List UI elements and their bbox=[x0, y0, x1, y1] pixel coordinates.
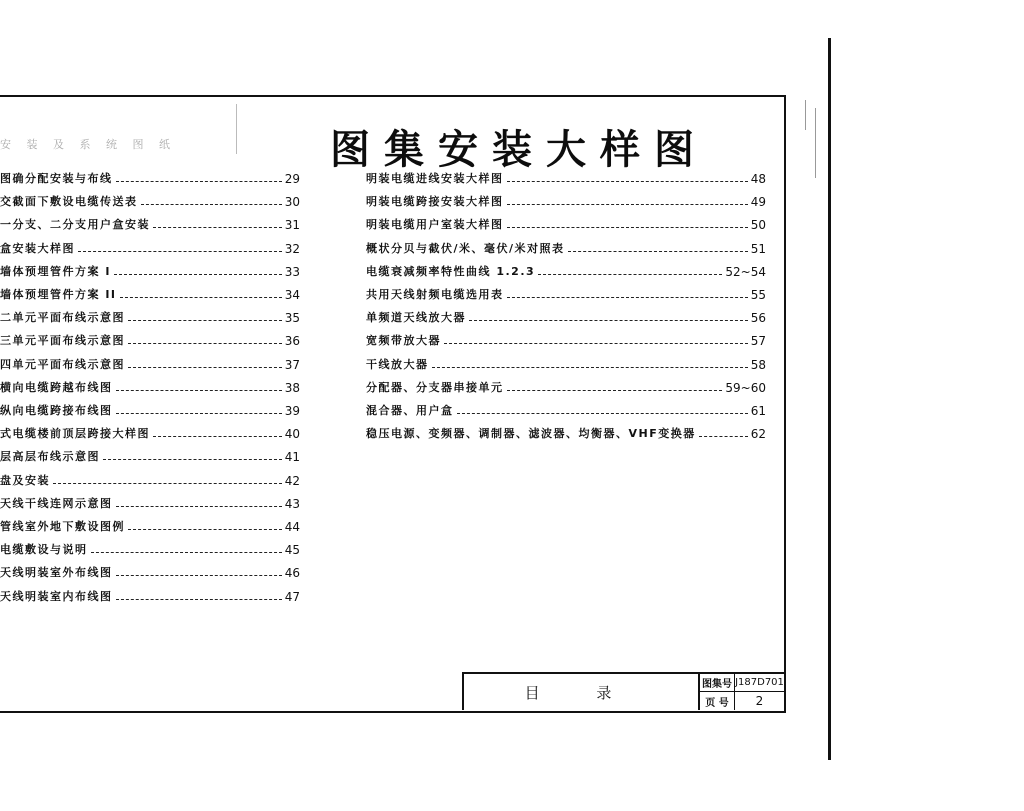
toc-page: 40 bbox=[284, 427, 300, 442]
toc-page: 39 bbox=[284, 404, 300, 418]
leader-line bbox=[444, 343, 748, 344]
toc-entry bbox=[366, 421, 766, 441]
leader-line bbox=[153, 227, 282, 228]
leader-line bbox=[78, 251, 282, 252]
toc-title: 层高层布线示意图 bbox=[0, 450, 100, 464]
toc-entry bbox=[366, 282, 766, 302]
toc-page: 31 bbox=[284, 218, 300, 233]
toc-entry bbox=[0, 328, 300, 348]
leader-line bbox=[116, 575, 282, 576]
leader-line bbox=[507, 297, 748, 298]
toc-page: 56 bbox=[750, 311, 766, 326]
frame-right-line bbox=[784, 95, 786, 713]
toc-title: 混合器、用户盒 bbox=[366, 404, 454, 417]
leader-line bbox=[153, 436, 282, 437]
toc-title: 图确分配安装与布线 bbox=[0, 172, 113, 185]
toc-title: 干线放大器 bbox=[366, 357, 429, 371]
toc-entry bbox=[0, 189, 300, 209]
leader-line bbox=[568, 251, 748, 252]
toc-entry bbox=[0, 212, 300, 232]
toc-page: 50 bbox=[750, 218, 766, 233]
toc-entry bbox=[366, 398, 766, 418]
toc-title: 盒安装大样图 bbox=[0, 241, 75, 255]
toc-title: 单频道天线放大器 bbox=[366, 311, 466, 325]
frame-top-line bbox=[0, 95, 786, 97]
toc-page: 49 bbox=[750, 195, 766, 210]
leader-line bbox=[114, 274, 282, 275]
toc-page: 59~60 bbox=[725, 380, 766, 395]
toc-title: 式电缆楼前顶层跨接大样图 bbox=[0, 427, 150, 441]
toc-title: 明装电缆跨接安装大样图 bbox=[366, 195, 504, 209]
toc-title: 稳压电源、变频器、调制器、滤波器、均衡器、VHF变换器 bbox=[366, 427, 696, 441]
toc-page: 38 bbox=[284, 380, 300, 395]
leader-line bbox=[116, 599, 282, 600]
toc-entry bbox=[0, 468, 300, 488]
frame-bottom-line bbox=[0, 711, 786, 713]
toc-title: 交截面下敷设电缆传送表 bbox=[0, 195, 138, 209]
toc-page: 34 bbox=[284, 288, 300, 302]
outer-border-line bbox=[828, 38, 831, 760]
leader-line bbox=[507, 204, 748, 205]
title-block-name: 目 录 bbox=[524, 683, 638, 702]
leader-line bbox=[116, 413, 282, 414]
toc-entry bbox=[366, 166, 766, 186]
leader-line bbox=[128, 367, 282, 368]
title-block bbox=[462, 672, 784, 710]
toc-title: 明装电缆进线安装大样图 bbox=[366, 172, 504, 185]
atlas-label: 图集号 bbox=[702, 679, 732, 690]
toc-entry bbox=[0, 584, 300, 604]
toc-entry bbox=[366, 328, 766, 348]
toc-entry bbox=[0, 560, 300, 580]
toc-page: 30 bbox=[284, 195, 300, 210]
toc-page: 42 bbox=[284, 473, 300, 488]
toc-entry bbox=[0, 421, 300, 441]
toc-entry bbox=[366, 212, 766, 232]
toc-title: 明装电缆用户室装大样图 bbox=[366, 218, 504, 232]
toc-page: 47 bbox=[284, 589, 300, 604]
leader-line bbox=[469, 320, 748, 321]
faint-header: 安 装 及 系 统 图 纸 bbox=[0, 138, 176, 151]
toc-page: 48 bbox=[750, 172, 766, 186]
toc-page: 57 bbox=[750, 334, 766, 349]
toc-entry bbox=[366, 259, 766, 279]
toc-page: 37 bbox=[284, 357, 300, 372]
toc-page: 44 bbox=[284, 520, 300, 534]
toc-entry bbox=[366, 305, 766, 325]
leader-line bbox=[507, 390, 723, 391]
toc-page: 33 bbox=[284, 264, 300, 279]
toc-title: 盘及安装 bbox=[0, 473, 50, 487]
toc-entry bbox=[366, 236, 766, 256]
leader-line bbox=[538, 274, 722, 275]
toc-entry bbox=[0, 491, 300, 511]
page-number: 2 bbox=[755, 694, 764, 708]
leader-line bbox=[91, 552, 282, 553]
toc-title: 墙体预埋管件方案 II bbox=[0, 288, 117, 301]
toc-title: 天线明装室内布线图 bbox=[0, 589, 113, 603]
toc-entry bbox=[0, 514, 300, 534]
toc-page: 36 bbox=[284, 334, 300, 349]
toc-page: 41 bbox=[284, 450, 300, 465]
sheet-heading: 图集安装大样图 bbox=[330, 126, 708, 173]
toc-title: 四单元平面布线示意图 bbox=[0, 357, 125, 371]
toc-title: 共用天线射频电缆选用表 bbox=[366, 288, 504, 301]
toc-title: 电缆衰减频率特性曲线 1.2.3 bbox=[366, 264, 536, 278]
toc-title: 横向电缆跨越布线图 bbox=[0, 380, 113, 394]
toc-page: 32 bbox=[284, 241, 300, 256]
leader-line bbox=[53, 483, 282, 484]
toc-entry bbox=[366, 189, 766, 209]
leader-line bbox=[128, 343, 282, 344]
toc-entry bbox=[0, 352, 300, 372]
toc-title: 二单元平面布线示意图 bbox=[0, 311, 125, 325]
toc-entry bbox=[0, 398, 300, 418]
toc-title: 天线干线连网示意图 bbox=[0, 496, 113, 510]
leader-line bbox=[507, 181, 748, 182]
toc-entry bbox=[0, 305, 300, 325]
toc-entry bbox=[0, 375, 300, 395]
toc-page: 55 bbox=[750, 288, 766, 302]
leader-line bbox=[507, 227, 748, 228]
header-divider bbox=[236, 104, 237, 154]
toc-entry bbox=[366, 375, 766, 395]
edge-mark bbox=[805, 100, 806, 130]
leader-line bbox=[116, 181, 282, 182]
toc-entry bbox=[0, 444, 300, 464]
leader-line bbox=[128, 320, 282, 321]
toc-entry bbox=[0, 166, 300, 186]
leader-line bbox=[116, 506, 282, 507]
toc-page: 46 bbox=[284, 566, 300, 581]
leader-line bbox=[128, 529, 282, 530]
edge-mark bbox=[815, 108, 816, 178]
leader-line bbox=[432, 367, 748, 368]
toc-page: 51 bbox=[750, 241, 766, 256]
toc-title: 纵向电缆跨接布线图 bbox=[0, 404, 113, 417]
page-label: 页 号 bbox=[705, 697, 729, 709]
toc-page: 62 bbox=[750, 427, 766, 442]
toc-page: 45 bbox=[284, 543, 300, 558]
toc-title: 概状分贝与截伏/米、毫伏/米对照表 bbox=[366, 241, 565, 255]
toc-title: 电缆敷设与说明 bbox=[0, 543, 88, 557]
toc-title: 管线室外地下敷设图例 bbox=[0, 520, 125, 533]
toc-title: 天线明装室外布线图 bbox=[0, 566, 113, 580]
toc-title: 宽频带放大器 bbox=[366, 334, 441, 348]
toc-entry bbox=[0, 259, 300, 279]
toc-page: 58 bbox=[750, 357, 766, 372]
leader-line bbox=[699, 436, 748, 437]
toc-entry bbox=[0, 537, 300, 557]
toc-page: 43 bbox=[284, 496, 300, 511]
atlas-number: J187D701 bbox=[735, 677, 784, 688]
toc-page: 29 bbox=[284, 172, 300, 186]
toc-title: 三单元平面布线示意图 bbox=[0, 334, 125, 348]
leader-line bbox=[141, 204, 282, 205]
toc-title: 一分支、二分支用户盒安装 bbox=[0, 218, 150, 232]
toc-entry bbox=[366, 352, 766, 372]
leader-line bbox=[120, 297, 282, 298]
toc-entry bbox=[0, 236, 300, 256]
toc-page: 52~54 bbox=[725, 264, 766, 279]
leader-line bbox=[457, 413, 748, 414]
toc-title: 分配器、分支器串接单元 bbox=[366, 380, 504, 394]
toc-page: 35 bbox=[284, 311, 300, 326]
leader-line bbox=[103, 459, 282, 460]
leader-line bbox=[116, 390, 282, 391]
toc-entry bbox=[0, 282, 300, 302]
toc-page: 61 bbox=[750, 404, 766, 418]
toc-title: 墙体预埋管件方案 I bbox=[0, 264, 111, 278]
